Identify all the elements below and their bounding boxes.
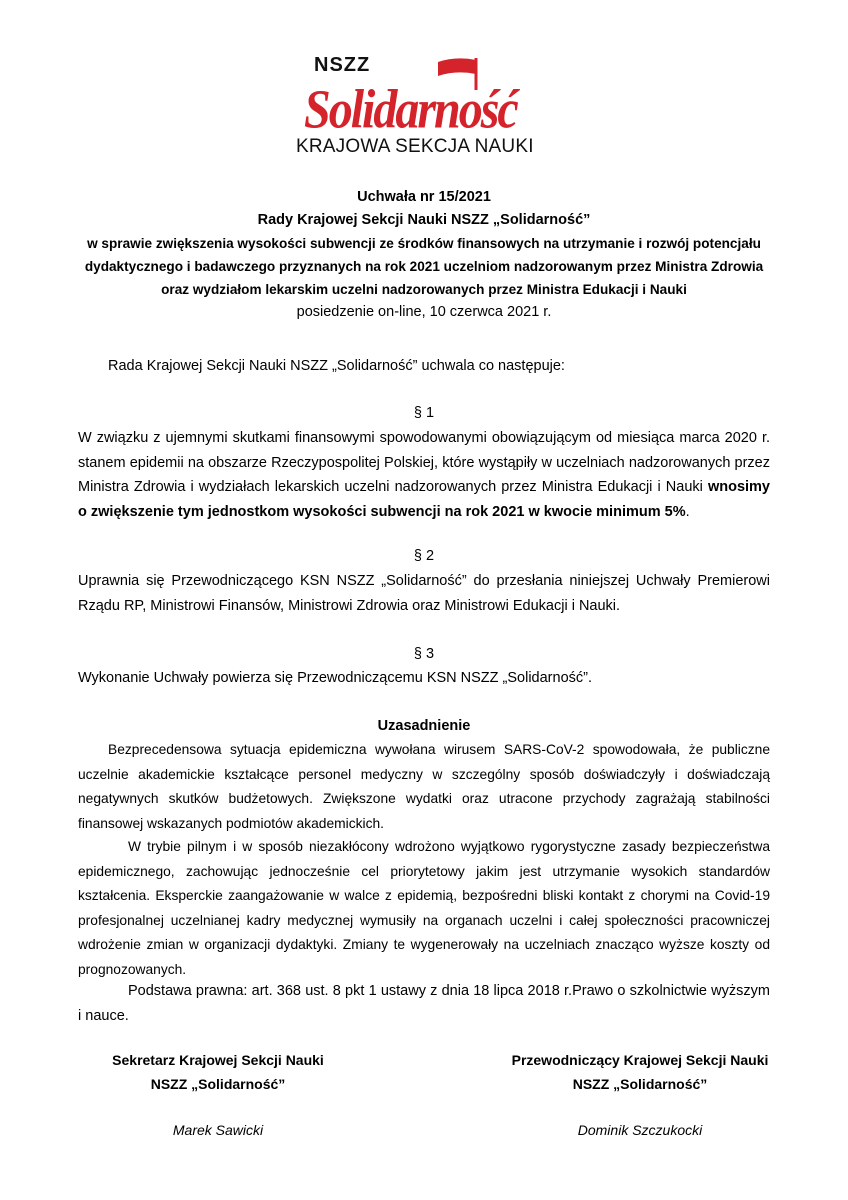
resolution-body: Rady Krajowej Sekcji Nauki NSZZ „Solidarność” — [257, 212, 591, 228]
resolution-header — [60, 186, 788, 324]
resolution-subject-1: w sprawie zwiększenia wysokości subwencji ze środków finansowych na utrzymanie i rozwój potencjału — [87, 236, 761, 251]
signature-right-name: Dominik Szczukocki — [577, 1122, 703, 1138]
section-2-text: Uprawnia się Przewodniczącego KSN NSZZ „Solidarność” do przesłania niniejszej Uchwały Premierowi Rządu RP, Ministrowi Finansów, Ministrowi Zdrowia oraz Ministrowi Edukacji i Nauki. — [78, 573, 770, 614]
signature-left-title-2: NSZZ „Solidarność” — [150, 1076, 286, 1092]
signature-right — [490, 1048, 790, 1142]
section-2-mark: § 2 — [413, 548, 435, 564]
solidarnosc-logo — [296, 48, 552, 160]
signature-left-title-1: Sekretarz Krajowej Sekcji Nauki — [112, 1052, 324, 1068]
legal-basis: Podstawa prawna: art. 368 ust. 8 pkt 1 ustawy z dnia 18 lipca 2018 r.Prawo o szkolnictwie wyższym i nauce. — [78, 983, 770, 1024]
section-3-mark: § 3 — [413, 646, 435, 662]
signature-left — [68, 1048, 368, 1142]
section-1-mark: § 1 — [413, 405, 435, 421]
justification-paragraph-2: W trybie pilnym i w sposób niezakłócony wdrożono wyjątkowo rygorystyczne zasady bezpieczeństwa epidemicznego, zachowując jednocześnie cel priorytetowy jakim jest utrzymanie wysokich standardów kształcenia. Eksperckie zaangażowanie w walce z epidemią, bezpośredni bliski kontakt z chorymi na Covid-19 profesjonalnej uczelnianej kadry medycznej wymusiły na organach uczelni i całej społeczności pracowniczej wdrożenie zmian w organizacji dydaktyki. Zmiany te wygenerowały na uczelniach znacząco wyższe koszty od prognozowanych. — [78, 839, 770, 977]
signature-left-name: Marek Sawicki — [172, 1122, 264, 1138]
logo-nszz: NSZZ — [314, 54, 371, 76]
justification-paragraph-1: Bezprecedensowa sytuacja epidemiczna wywołana wirusem SARS-CoV-2 spowodowała, że publiczne uczelnie akademickie kształcące personel medyczny w szczególny sposób doświadczyły i doświadczają negatywnych skutków budżetowych. Zwiększone wydatki oraz utracone przychody zagrażają stabilności finansowej wskazanych podmiotów akademickich. — [78, 742, 770, 831]
section-1-text — [78, 426, 770, 524]
section-1-tail: . — [685, 503, 690, 520]
section-3-text: Wykonanie Uchwały powierza się Przewodniczącemu KSN NSZZ „Solidarność”. — [78, 670, 592, 686]
signature-right-title-1: Przewodniczący Krajowej Sekcji Nauki — [511, 1052, 769, 1068]
logo-sekcja: KRAJOWA SEKCJA NAUKI — [296, 136, 534, 157]
resolution-subject-3: oraz wydziałom lekarskim uczelni nadzorowanych przez Ministra Edukacji i Nauki — [161, 282, 687, 297]
justification-title: Uzasadnienie — [377, 718, 471, 734]
resolution-number: Uchwała nr 15/2021 — [357, 189, 491, 205]
section-1-body: W związku z ujemnymi skutkami finansowymi spowodowanymi obowiązującym od miesiąca marca 2020 r. stanem epidemii na obszarze Rzeczypospolitej Polskiej, które wystąpiły w uczelniach nadzorowanych przez Ministra Zdrowia i wydziałach lekarskich uczelni nadzorowanych przez Ministra Edukacji i Nauki — [78, 430, 770, 495]
intro-text: Rada Krajowej Sekcji Nauki NSZZ „Solidarność” uchwala co następuje: — [108, 358, 565, 374]
section-1-bold: wnosimy o zwiększenie tym jednostkom wysokości subwencji na rok 2021 w kwocie minimum 5% — [78, 479, 770, 520]
logo-solidarnosc: Solidarność — [304, 79, 517, 141]
signature-right-title-2: NSZZ „Solidarność” — [572, 1076, 708, 1092]
meeting-line: posiedzenie on-line, 10 czerwca 2021 r. — [296, 304, 552, 320]
resolution-subject-2: dydaktycznego i badawczego przyznanych na rok 2021 uczelniom nadzorowanym przez Ministra Zdrowia — [84, 259, 764, 274]
